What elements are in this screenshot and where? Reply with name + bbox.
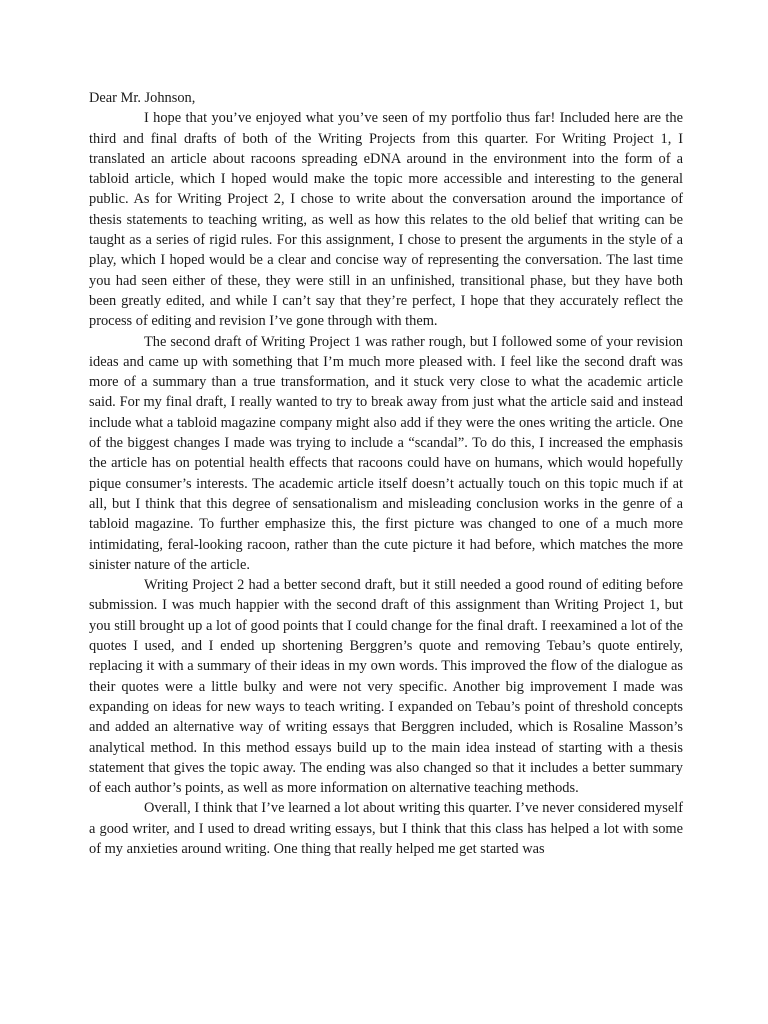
paragraph-overall: Overall, I think that I’ve learned a lot about writing this quarter. I’ve never considered myself a good writer, and I used to dread writing essays, but I think that this class has helped a lot with some of my anxieties around writing. One thing that really helped me get started was <box>89 800 683 857</box>
salutation: Dear Mr. Johnson, <box>89 90 196 106</box>
paragraph-writing-project-1: The second draft of Writing Project 1 was rather rough, but I followed some of your revision ideas and came up with something that I’m much more pleased with. I feel like the second draft was more of a summary than a true transformation, and it stuck very close to what the academic article said. For my final draft, I really wanted to try to break away from just what the article said and instead include what a tabloid magazine company might also add if they were the ones writing the article. One of the biggest changes I made was trying to include a “scandal”. To do this, I increased the emphasis the article has on potential health effects that racoons could have on humans, which would hopefully pique consumer’s interests. The academic article itself doesn’t actually touch on this topic much if at all, but I think that this degree of sensationalism and misleading conclusion works in the genre of a tabloid magazine. To further emphasize this, the first picture was changed to one of a much more intimidating, feral-looking racoon, rather than the cute picture it had before, which matches the more sinister nature of the article. <box>89 333 683 573</box>
letter-body <box>89 88 683 859</box>
paragraph-intro: I hope that you’ve enjoyed what you’ve seen of my portfolio thus far! Included here are the third and final drafts of both of the Writing Projects from this quarter. For Writing Project 1, I translated an article about racoons spreading eDNA around in the environment into the form of a tabloid article, which I hoped would make the topic more accessible and interesting to the general public. As for Writing Project 2, I chose to write about the conversation around the importance of thesis statements to teaching writing, as well as how this relates to the old belief that writing can be taught as a series of rigid rules. For this assignment, I chose to present the arguments in the style of a play, which I hoped would be a clear and concise way of representing the conversation. The last time you had seen either of these, they were still in an unfinished, transitional phase, but they have both been greatly edited, and while I can’t say that they’re perfect, I hope that they accurately reflect the process of editing and revision I’ve gone through with them. <box>89 110 683 330</box>
paragraph-writing-project-2: Writing Project 2 had a better second draft, but it still needed a good round of editing before submission. I was much happier with the second draft of this assignment than Writing Project 1, but you still brought up a lot of good points that I could change for the final draft. I reexamined a lot of the quotes I used, and I ended up shortening Berggren’s quote and removing Tebau’s quote entirely, replacing it with a summary of their ideas in my own words. This improved the flow of the dialogue as their quotes were a little bulky and were not very specific. Another big improvement I made was expanding on ideas for new ways to teach writing. I expanded on Tebau’s point of threshold concepts and added an alternative way of writing essays that Berggren included, which is Rosaline Masson’s analytical method. In this method essays build up to the main idea instead of starting with a thesis statement that gives the topic away. The ending was also changed so that it includes a better summary of each author’s points, as well as more information on alternative teaching methods. <box>89 577 683 797</box>
